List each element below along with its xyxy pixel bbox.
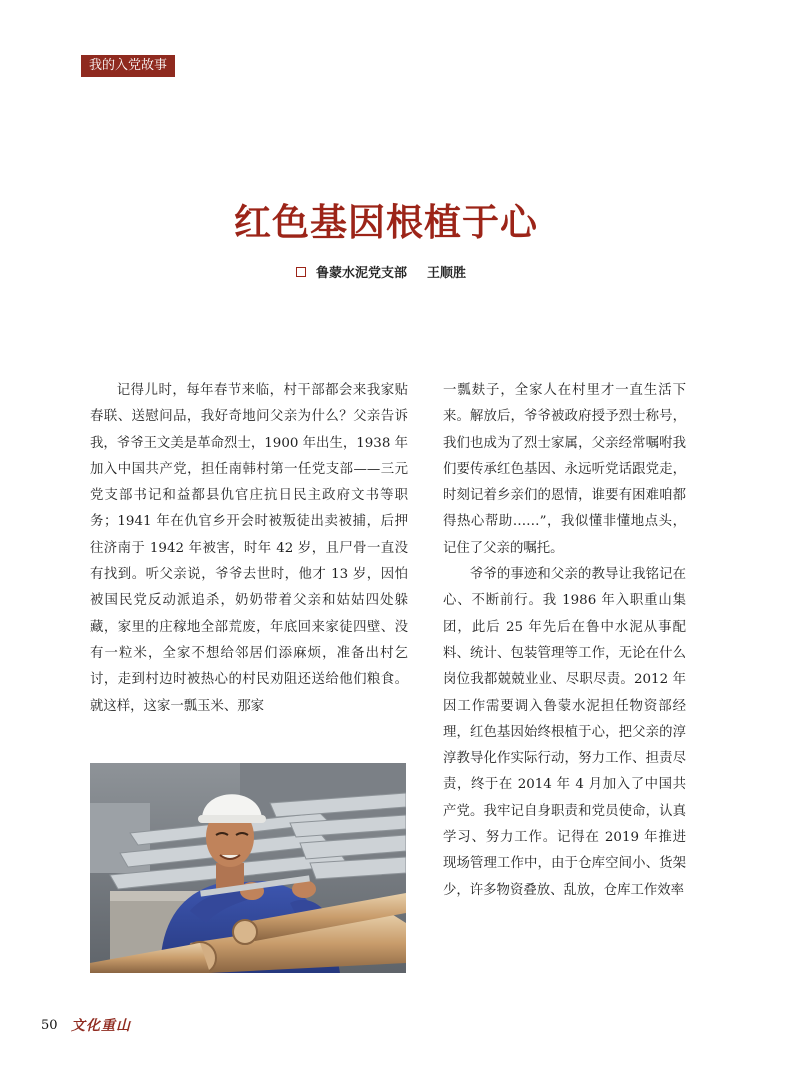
page-number: 50 [41, 1018, 58, 1033]
paragraph: 记得儿时，每年春节来临，村干部都会来我家贴春联、送慰问品，我好奇地问父亲为什么？父亲告诉我，爷爷王文美是革命烈士，1900 年出生，1938 年加入中国共产党，担任南韩村第一任党支部——三元党支部书记和益都县仇官庄抗日民主政府文书等职务；1941 年在仇官乡开会时被叛徒出卖被捕，后押往济南于 1942 年被害，时年 42 岁，且尸骨一直没有找到。听父亲说，爷爷去世时，他才 13 岁，因怕被国民党反动派追杀，奶奶带着父亲和姑姑四处躲藏，家里的庄稼地全部荒废，年底回来家徒四壁、没有一粒米，全家不想给邻居们添麻烦，准备出村乞讨，走到村边时被热心的村民劝阻还送给他们粮食。就这样，这家一瓢玉米、那家 [90, 383, 408, 714]
paragraph: 爷爷的事迹和父亲的教导让我铭记在心、不断前行。我 1986 年入职重山集团，此后 25 年先后在鲁中水泥从事配料、统计、包装管理等工作，无论在什么岗位我都兢兢业业、尽职尽责。2012 年因工作需要调入鲁蒙水泥担任物资部经理，红色基因始终根植于心，把父亲的淳淳教导化作实际行动，努力工作、担责尽责，终于在 2014 年 4 月加入了中国共产党。我牢记自身职责和党员使命，认真学习、努力工作。记得在 2019 年推进现场管理工作中，由于仓库空间小、货架少，许多物资叠放、乱放，仓库工作效率 [443, 567, 686, 898]
byline [296, 262, 466, 281]
byline-organization: 鲁蒙水泥党支部 [316, 266, 408, 281]
article-title: 红色基因根植于心 [234, 200, 538, 244]
paragraph: 一瓢麸子，全家人在村里才一直生活下来。解放后，爷爷被政府授予烈士称号，我们也成为了烈士家属，父亲经常嘱咐我们要传承红色基因、永远听党话跟党走，时刻记着乡亲们的恩情，谁要有困难咱都得热心帮助……”，我似懂非懂地点头，记住了父亲的嘱托。 [443, 383, 686, 556]
section-tag: 我的入党故事 [81, 55, 175, 77]
left-text-column [90, 378, 408, 720]
byline-author: 王顺胜 [427, 266, 467, 281]
worker-photo [90, 763, 406, 973]
square-bullet-icon [296, 267, 306, 277]
magazine-logo: 文化重山 [71, 1018, 131, 1034]
right-text-column [443, 378, 686, 904]
